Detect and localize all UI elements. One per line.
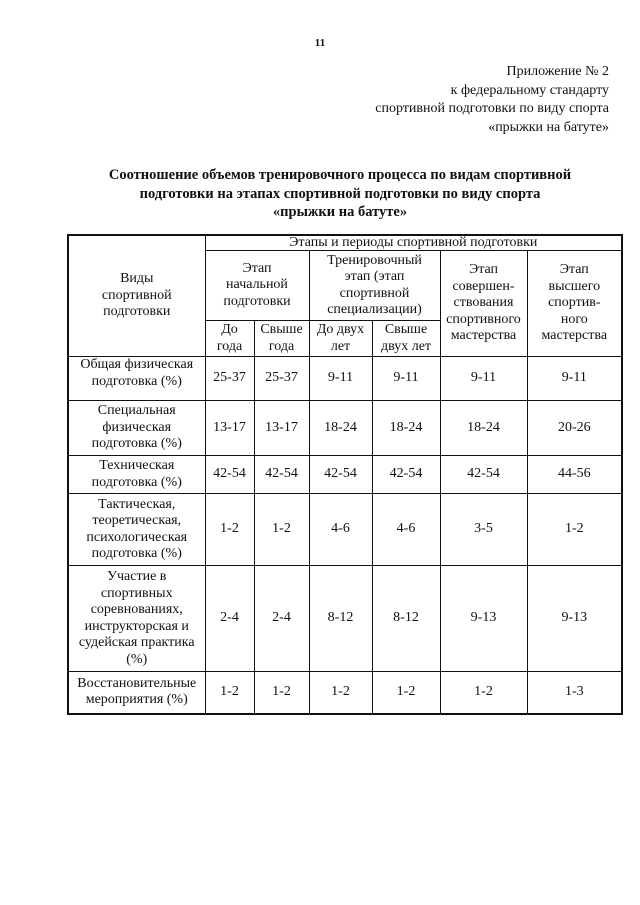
subheader-up-to-year: До года — [205, 321, 254, 357]
table-cell: 1-2 — [527, 494, 622, 566]
table-cell: 1-2 — [205, 494, 254, 566]
row-label: Участие в спортивных соревнованиях, инструкторская и судейская практика (%) — [68, 566, 205, 672]
table-cell: 42-54 — [254, 456, 309, 494]
table-cell: 1-2 — [440, 672, 527, 714]
table-cell: 8-12 — [372, 566, 440, 672]
subheader-over-two-years: Свыше двух лет — [372, 321, 440, 357]
table-row — [68, 672, 622, 714]
stage-training-header: Тренировочный этап (этап спортивной специализации) — [309, 251, 440, 321]
table-cell: 13-17 — [254, 401, 309, 456]
table-cell: 42-54 — [205, 456, 254, 494]
table-cell: 2-4 — [205, 566, 254, 672]
table-cell: 4-6 — [309, 494, 372, 566]
table-cell: 9-11 — [440, 357, 527, 401]
row-label: Специальная физическая подготовка (%) — [68, 401, 205, 456]
row-label: Восстановительные мероприятия (%) — [68, 672, 205, 714]
document-title — [0, 166, 640, 222]
title-line: «прыжки на батуте» — [272, 204, 408, 220]
title-line: Соотношение объемов тренировочного процесса по видам спортивной — [108, 167, 572, 183]
table-cell: 25-37 — [254, 357, 309, 401]
table-row — [68, 357, 622, 401]
stages-header: Этапы и периоды спортивной подготовки — [205, 235, 622, 251]
stage-initial-header: Этап начальной подготовки — [205, 251, 309, 321]
header-row — [68, 235, 622, 251]
row-label: Общая физическая подготовка (%) — [68, 357, 205, 401]
table-cell: 13-17 — [205, 401, 254, 456]
appendix-line: спортивной подготовки по виду спорта — [375, 101, 609, 116]
appendix-line: к федеральному стандарту — [450, 82, 609, 98]
table-cell: 20-26 — [527, 401, 622, 456]
table-cell: 18-24 — [309, 401, 372, 456]
table-cell: 4-6 — [372, 494, 440, 566]
table-cell: 18-24 — [372, 401, 440, 456]
table-cell: 9-13 — [440, 566, 527, 672]
stage-highest-header: Этап высшего спортив- ного мастерства — [527, 251, 622, 357]
table-cell: 1-2 — [205, 672, 254, 714]
table-cell: 9-11 — [372, 357, 440, 401]
table-cell: 25-37 — [205, 357, 254, 401]
table-cell: 9-11 — [309, 357, 372, 401]
ratio-table — [67, 234, 623, 715]
page-number: 11 — [314, 37, 326, 49]
table-cell: 3-5 — [440, 494, 527, 566]
table-cell: 42-54 — [440, 456, 527, 494]
table-cell: 1-3 — [527, 672, 622, 714]
table-cell: 18-24 — [440, 401, 527, 456]
table-cell: 1-2 — [309, 672, 372, 714]
title-line: подготовки на этапах спортивной подготовки по виду спорта — [139, 185, 541, 202]
subheader-over-year: Свыше года — [254, 321, 309, 357]
row-label: Техническая подготовка (%) — [68, 456, 205, 494]
table-row — [68, 566, 622, 672]
table-cell: 8-12 — [309, 566, 372, 672]
table-cell: 9-13 — [527, 566, 622, 672]
table-cell: 2-4 — [254, 566, 309, 672]
table-row — [68, 494, 622, 566]
table-row — [68, 401, 622, 456]
corner-header: Виды спортивной подготовки — [68, 235, 205, 357]
table-cell: 1-2 — [254, 672, 309, 714]
table-cell: 42-54 — [372, 456, 440, 494]
table-cell: 42-54 — [309, 456, 372, 494]
appendix-header — [375, 63, 609, 137]
stage-perfection-header: Этап совершен- ствования спортивного мастерства — [440, 251, 527, 357]
table-cell: 1-2 — [372, 672, 440, 714]
table-cell: 1-2 — [254, 494, 309, 566]
table-cell: 44-56 — [527, 456, 622, 494]
table-cell: 9-11 — [527, 357, 622, 401]
subheader-up-to-two-years: До двух лет — [309, 321, 372, 357]
table-row — [68, 456, 622, 494]
row-label: Тактическая, теоретическая, психологическая подготовка (%) — [68, 494, 205, 566]
appendix-line: «прыжки на батуте» — [488, 119, 609, 135]
appendix-line: Приложение № 2 — [506, 64, 609, 79]
